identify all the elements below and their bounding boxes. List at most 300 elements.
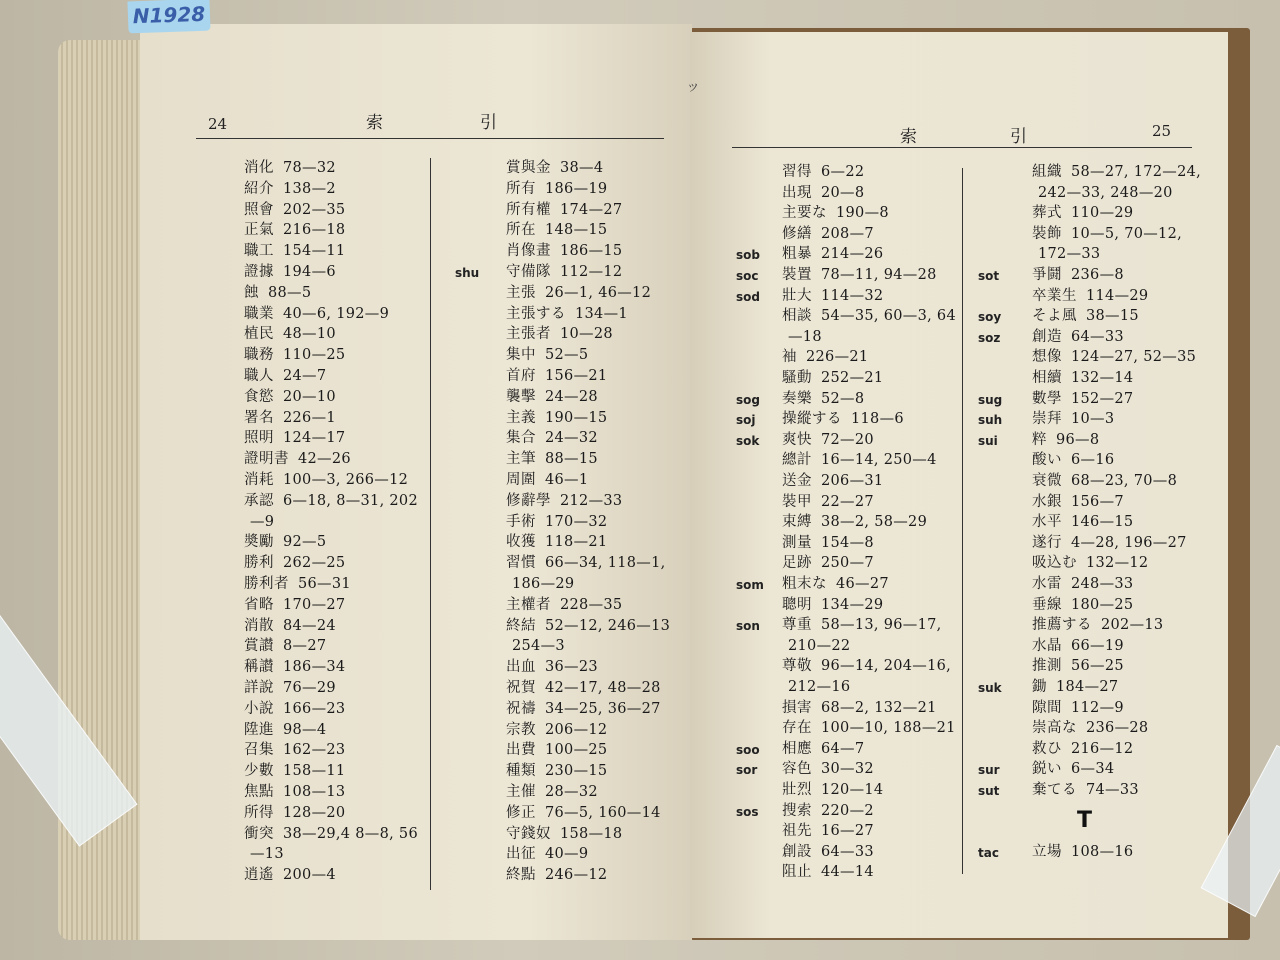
romaji-key: shu [455,266,480,280]
romaji-key: sug [978,392,1003,407]
index-entry [1032,574,1133,594]
entry-word: 組織 [1032,164,1062,180]
entry-word: 賞與金 [506,160,551,176]
index-entry [244,408,336,428]
entry-word: 操縱する [782,411,842,428]
entry-word: 證明書 [244,451,289,468]
right-page-number: 25 [1152,122,1172,140]
entry-word: 卒業生 [1032,287,1077,304]
entry-ref: 26—1, 46—12 [545,284,652,301]
entry-word: 出征 [506,846,536,863]
entry-word: 所得 [244,804,274,821]
index-entry [506,179,607,199]
index-entry [782,533,874,553]
index-entry [1032,389,1133,409]
entry-ref: 4—28, 196—27 [1071,534,1187,551]
romaji-key: sut [978,784,1000,798]
entry-ref: 208—7 [821,225,874,242]
entry-ref: 78—32 [283,160,336,176]
entry-word: 爽快 [782,431,812,448]
entry-ref: 38—4 [560,160,604,176]
entry-word: 袖 [782,349,797,366]
index-entry [244,761,345,781]
romaji-key: sui [978,433,998,448]
romaji-key: sot [978,269,1000,283]
index-entry [506,595,622,615]
index-entry [244,262,336,282]
index-entry [1032,615,1163,635]
entry-ref: 6—34 [1071,761,1115,778]
entry-ref: 184—27 [1056,679,1119,695]
entry-word: 裝甲 [782,493,812,510]
entry-word: 收獲 [506,534,536,551]
entry-ref: 56—31 [298,576,351,592]
index-entry [244,200,345,220]
left-page-number: 24 [208,115,228,133]
entry-ref: 6—16 [1071,452,1115,469]
entry-ref: 226—1 [283,409,336,426]
index-entry [506,512,607,532]
index-entry [1032,759,1114,779]
entry-ref: 132—14 [1071,370,1134,386]
index-entry [1032,430,1099,450]
entry-word: 粗暴 [782,246,812,263]
entry-word: 容色 [782,761,812,778]
entry-word: 修正 [506,804,536,821]
entry-ref: 114—29 [1086,287,1149,304]
index-entry [782,368,883,388]
index-entry [782,595,883,615]
entry-word: 水雷 [1032,576,1062,592]
index-entry [782,492,874,512]
entry-ref: 162—23 [283,742,346,759]
entry-ref: 16—27 [821,823,874,840]
entry-word: 衝突 [244,825,274,842]
index-entry [782,430,874,450]
entry-ref: 230—15 [545,763,608,780]
romaji-key: soc [736,269,759,283]
index-entry [1032,162,1201,182]
entry-word: 奬勵 [244,534,274,551]
entry-word: 消化 [244,160,274,176]
entry-ref: 254—3 [512,638,565,655]
entry-word: 職人 [244,368,274,384]
entry-word: 蝕 [244,284,259,301]
index-entry [244,304,389,324]
index-entry [244,428,345,448]
entry-ref: 78—11, 94—28 [821,267,937,283]
index-entry [506,449,598,469]
entry-word: 想像 [1032,349,1062,366]
entry-word: 祝賀 [506,680,536,696]
entry-word: 尊重 [782,617,812,634]
entry-ref: 114—32 [821,287,884,304]
entry-ref: 186—29 [512,576,575,592]
entry-ref: 170—32 [545,513,608,530]
entry-ref: 148—15 [545,222,608,239]
entry-ref: 8—27 [283,638,327,655]
entry-ref: 174—27 [560,201,623,218]
entry-word: 稱讃 [244,659,274,676]
entry-word: 守錢奴 [506,825,551,842]
entry-ref: 246—12 [545,867,608,884]
entry-ref: 154—8 [821,534,874,551]
entry-word: 正氣 [244,222,274,239]
entry-ref: 20—10 [283,388,336,405]
entry-ref: 52—5 [545,347,589,364]
index-entry [782,162,864,182]
entry-word: 主筆 [506,451,536,468]
romaji-key: suk [978,681,1002,695]
entry-word: 陞進 [244,721,274,738]
romaji-key: sod [736,289,760,304]
entry-word: 崇高な [1032,720,1077,737]
index-entry [1032,677,1118,697]
entry-ref: 236—28 [1086,720,1149,737]
index-entry [250,512,274,532]
entry-word: 遂行 [1032,534,1062,551]
index-entry [506,657,598,677]
entry-word: 種類 [506,763,536,780]
entry-ref: 38—2, 58—29 [821,514,928,531]
entry-ref: 202—13 [1101,617,1164,634]
entry-word: 相應 [782,740,812,757]
romaji-key: tac [978,846,999,860]
index-entry [506,200,622,220]
entry-word: 集中 [506,347,536,364]
index-entry [506,345,588,365]
index-entry [1032,718,1148,738]
index-entry [244,387,336,407]
entry-ref: 64—7 [821,740,865,757]
entry-word: 終結 [506,617,536,634]
entry-word: 消耗 [244,472,274,488]
entry-word: 尊敬 [782,658,812,675]
entry-ref: 138—2 [283,180,336,197]
romaji-key: sor [736,763,758,778]
entry-word: 損害 [782,699,812,716]
entry-word: 推測 [1032,658,1062,675]
entry-word: 習得 [782,164,812,180]
entry-word: 酸い [1032,452,1062,469]
index-entry [1032,842,1133,862]
entry-word: 主張 [506,284,536,301]
index-entry [506,491,622,511]
entry-word: 集合 [506,430,536,447]
entry-ref: 190—15 [545,409,608,426]
entry-ref: 40—9 [545,846,589,863]
entry-ref: 112—12 [560,264,623,280]
index-entry [506,324,613,344]
entry-ref: 158—18 [560,825,623,842]
entry-ref: 20—8 [821,184,865,201]
entry-ref: 250—7 [821,555,874,572]
romaji-key: soy [978,310,1002,325]
entry-ref: 42—17, 48—28 [545,680,661,696]
entry-word: 宗教 [506,721,536,738]
entry-word: 創設 [782,843,812,860]
entry-ref: 134—1 [575,305,628,322]
entry-word: 詳說 [244,680,274,696]
index-entry [244,179,336,199]
entry-word: 主要な [782,205,827,222]
entry-word: 裝置 [782,267,812,283]
entry-ref: 10—28 [560,326,613,343]
entry-word: 水晶 [1032,637,1062,654]
index-entry [788,636,850,656]
index-entry [506,262,622,282]
entry-word: 聰明 [782,596,812,613]
entry-ref: 24—28 [545,388,598,405]
romaji-key: son [736,619,760,634]
entry-word: 創造 [1032,328,1062,345]
index-entry [244,657,345,677]
index-entry [244,491,418,511]
index-entry [506,824,622,844]
entry-ref: 156—7 [1071,493,1124,510]
entry-word: 垂線 [1032,596,1062,613]
catalog-sticker: N1928 [127,0,210,33]
index-entry [1032,306,1139,326]
entry-word: 足跡 [782,555,812,572]
entry-word: そよ風 [1032,308,1077,325]
entry-ref: 214—26 [821,246,884,263]
entry-word: 棄てる [1032,782,1077,798]
romaji-key: soz [978,330,1001,345]
entry-ref: 34—25, 36—27 [545,700,661,717]
entry-word: 焦點 [244,784,274,800]
index-entry [782,409,904,429]
entry-word: 葬式 [1032,205,1062,222]
entry-word: 吸込む [1032,555,1077,572]
index-entry [788,677,850,697]
entry-ref: 118—6 [851,411,904,428]
entry-word: 主催 [506,784,536,800]
index-entry [506,366,607,386]
entry-ref: 242—33, 248—20 [1038,184,1173,201]
right-column-divider [962,168,963,874]
entry-ref: 180—25 [1071,596,1134,613]
romaji-key: sog [736,392,760,407]
entry-ref: 206—12 [545,721,608,738]
entry-ref: 66—19 [1071,637,1124,654]
entry-ref: 68—23, 70—8 [1071,473,1178,489]
entry-word: 存在 [782,720,812,737]
index-entry [244,865,336,885]
index-entry [506,241,622,261]
entry-word: 鋤 [1032,679,1047,695]
entry-word: 騷動 [782,370,812,386]
index-entry [1032,224,1182,244]
entry-word: 數學 [1032,390,1062,407]
entry-word: 襲擊 [506,388,536,405]
entry-ref: 110—25 [283,347,346,364]
entry-ref: 10—3 [1071,411,1115,428]
entry-word: 主張者 [506,326,551,343]
index-entry [244,616,336,636]
entry-word: 小說 [244,700,274,717]
index-entry [782,780,883,800]
romaji-key: sob [736,248,760,263]
index-entry [244,324,336,344]
entry-word: 肖像畫 [506,243,551,260]
index-entry [782,306,956,326]
entry-ref: 38—29,4 8—8, 56 [283,825,418,842]
entry-ref: 202—35 [283,201,346,218]
index-entry [782,574,889,594]
entry-word: 賞讃 [244,638,274,655]
entry-word: 總計 [782,452,812,469]
entry-word: 署名 [244,409,274,426]
index-entry [244,782,345,802]
entry-word: 隙間 [1032,699,1062,716]
index-entry [782,471,883,491]
entry-word: 習慣 [506,555,536,572]
entry-word: 衰微 [1032,473,1062,489]
index-entry [506,158,603,178]
entry-ref: 52—8 [821,390,865,407]
entry-ref: 152—27 [1071,390,1134,407]
index-entry [1038,183,1173,203]
index-entry [782,347,868,367]
entry-ref: 96—8 [1056,431,1100,448]
index-entry [244,824,418,844]
index-entry [506,803,661,823]
entry-word: 奏樂 [782,390,812,407]
index-entry [1032,636,1124,656]
entry-ref: 30—32 [821,761,874,778]
entry-ref: 172—33 [1038,246,1101,263]
index-entry [1032,327,1124,347]
romaji-key: som [736,578,764,592]
romaji-key: sur [978,763,1000,778]
entry-word: 食慾 [244,388,274,405]
entry-ref: 40—6, 192—9 [283,305,390,322]
entry-word: 裝飾 [1032,225,1062,242]
entry-ref: 76—5, 160—14 [545,804,661,821]
index-entry [506,699,661,719]
entry-word: 主張する [506,305,566,322]
index-entry [506,408,607,428]
entry-ref: 156—21 [545,368,608,384]
entry-word: 相續 [1032,370,1062,386]
index-entry [1032,656,1124,676]
entry-ref: 66—34, 118—1, [545,555,666,572]
entry-word: 阻止 [782,864,812,881]
entry-ref: 146—15 [1071,514,1134,531]
entry-ref: 6—22 [821,164,865,180]
entry-word: 水平 [1032,514,1062,531]
entry-word: 壯烈 [782,782,812,798]
entry-ref: 124—27, 52—35 [1071,349,1197,366]
entry-ref: 24—32 [545,430,598,447]
entry-ref: 210—22 [788,637,851,654]
index-entry [782,265,937,285]
entry-word: 照會 [244,201,274,218]
index-entry [506,553,666,573]
left-header-rule [196,138,664,139]
entry-ref: 220—2 [821,802,874,819]
index-entry [1032,347,1196,367]
entry-ref: 166—23 [283,700,346,717]
left-column-divider [430,158,431,890]
index-entry [1032,471,1177,491]
romaji-key: sok [736,433,760,448]
index-entry [244,595,345,615]
index-entry [506,220,607,240]
entry-ref: 46—1 [545,472,589,488]
entry-word: 首府 [506,368,536,384]
index-entry [244,449,351,469]
index-entry [1032,533,1187,553]
entry-ref: 6—18, 8—31, 202 [283,492,418,509]
index-entry [506,428,598,448]
entry-ref: 46—27 [836,576,889,592]
entry-word: 少數 [244,763,274,780]
index-entry [250,844,284,864]
index-entry [506,865,607,885]
entry-word: 職務 [244,347,274,364]
index-entry [782,615,942,635]
entry-ref: 248—33 [1071,576,1134,592]
index-entry [782,842,874,862]
entry-word: 送金 [782,473,812,489]
entry-ref: 236—8 [1071,267,1124,283]
index-entry [506,470,588,490]
entry-ref: 96—14, 204—16, [821,658,952,675]
entry-ref: 128—20 [283,804,346,821]
index-entry [782,739,864,759]
entry-ref: 64—33 [821,843,874,860]
entry-word: 周圍 [506,472,536,488]
romaji-key: soj [736,413,756,428]
entry-ref: 154—11 [283,243,346,260]
index-entry [506,844,588,864]
entry-word: 推薦する [1032,617,1092,634]
entry-ref: 194—6 [283,264,336,280]
entry-ref: 120—14 [821,782,884,798]
entry-word: 出費 [506,742,536,759]
entry-word: 職工 [244,243,274,260]
entry-word: 所有 [506,180,536,197]
index-entry [782,183,864,203]
entry-ref: 190—8 [836,205,889,222]
entry-ref: 186—15 [560,243,623,260]
entry-word: 勝利者 [244,576,289,592]
index-entry [244,470,408,490]
entry-ref: 16—14, 250—4 [821,452,937,469]
index-entry [1032,780,1139,800]
gutter-mark: ッ [686,79,700,95]
index-entry [244,636,326,656]
entry-ref: 134—29 [821,596,884,613]
entry-word: 鋭い [1032,761,1062,778]
entry-ref: 100—10, 188—21 [821,720,956,737]
entry-ref: 58—27, 172—24, [1071,164,1202,180]
index-entry [1032,739,1133,759]
entry-ref: 212—16 [788,679,851,695]
section-letter: T [1077,808,1093,833]
entry-word: 出現 [782,184,812,201]
entry-word: 祖先 [782,823,812,840]
entry-ref: 108—16 [1071,844,1134,860]
entry-ref: 124—17 [283,430,346,447]
entry-ref: 228—35 [560,596,623,613]
entry-ref: 52—12, 246—13 [545,617,671,634]
entry-word: 消散 [244,617,274,634]
index-entry [244,158,336,178]
entry-ref: 10—5, 70—12, [1071,225,1183,242]
